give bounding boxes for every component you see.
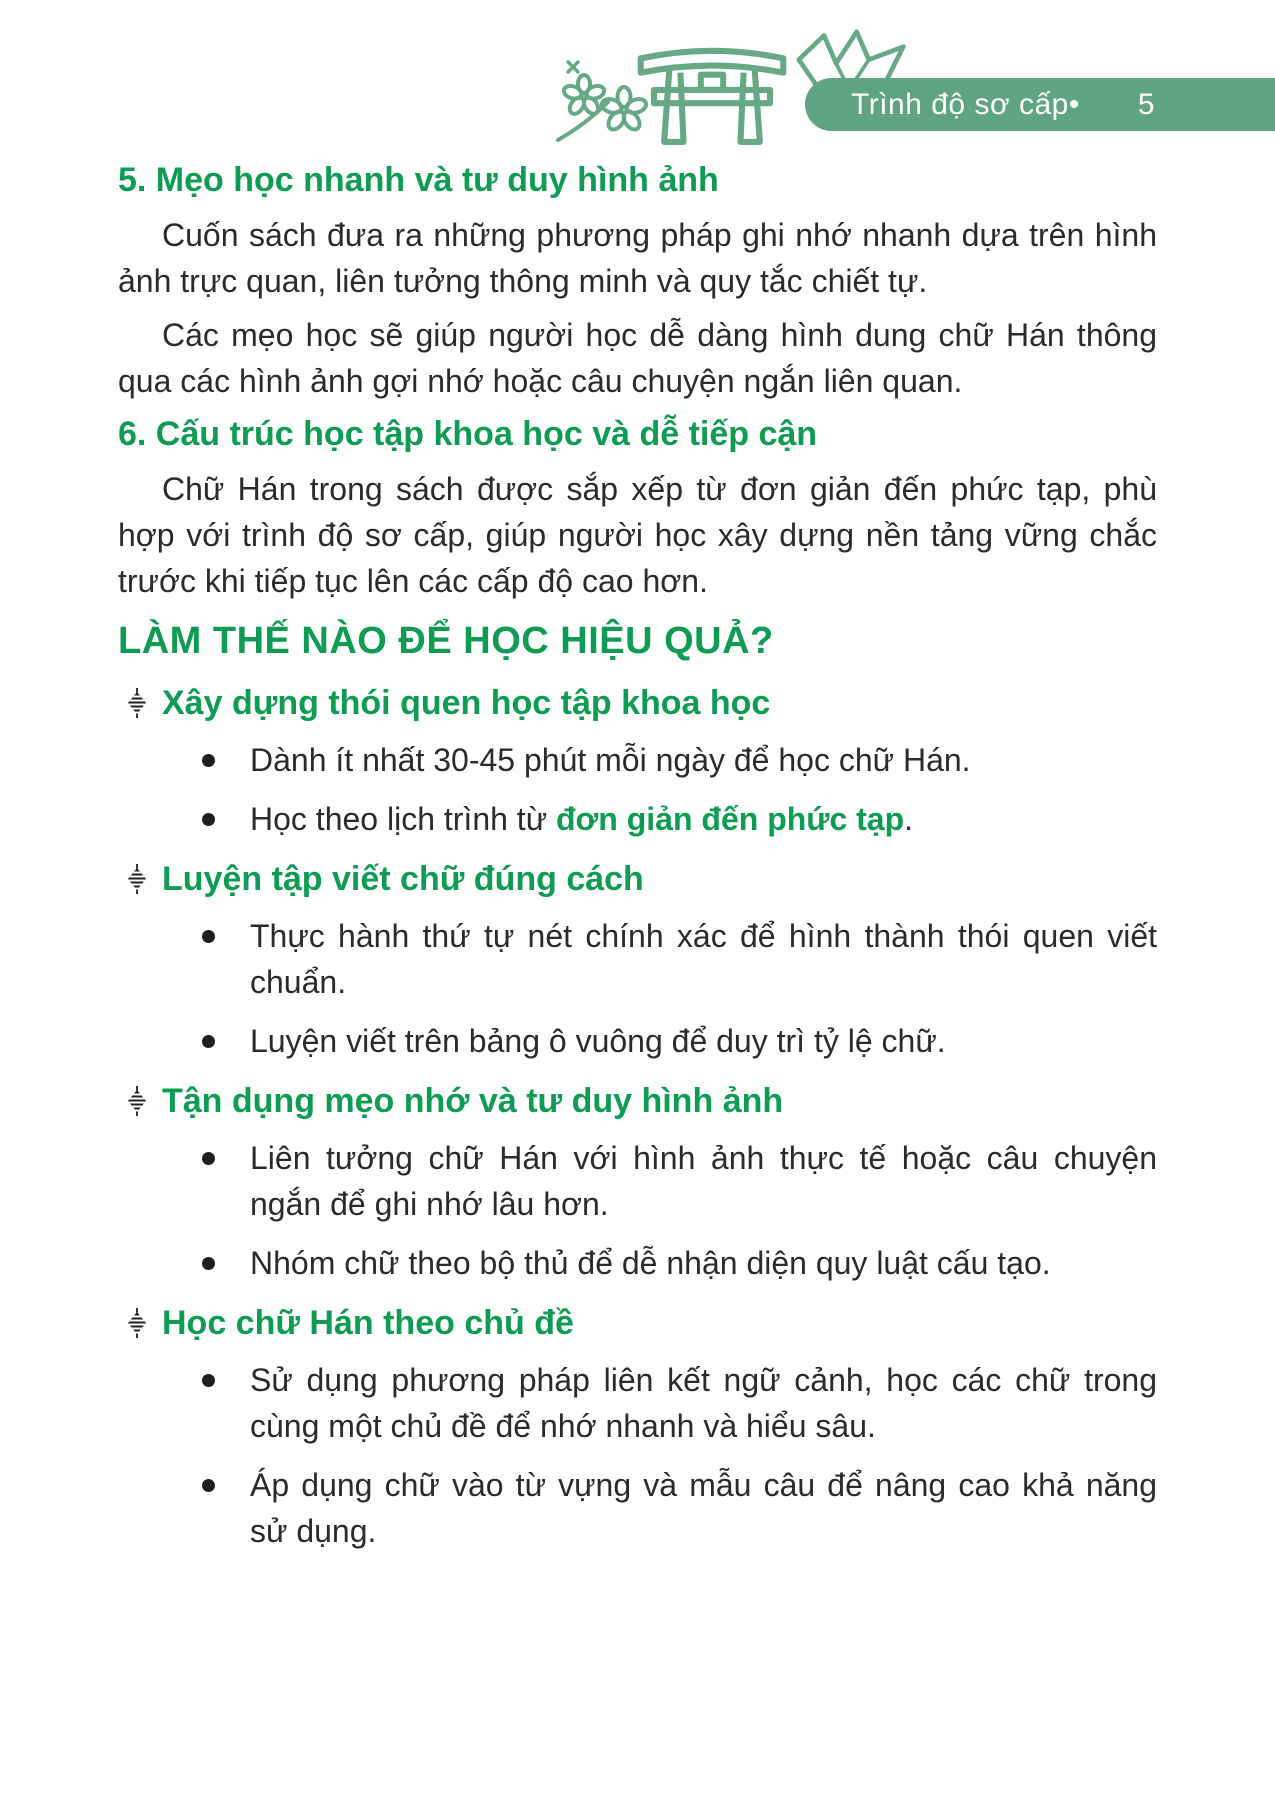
list-item-text: Luyện viết trên bảng ô vuông để duy trì tỷ lệ chữ. <box>250 1023 946 1059</box>
list-item <box>118 737 1157 783</box>
list-item-text: Sử dụng phương pháp liên kết ngữ cảnh, học các chữ trong cùng một chủ đề để nhớ nhanh và hiểu sâu. <box>250 1362 1157 1444</box>
section-6-paragraph-1: Chữ Hán trong sách được sắp xếp từ đơn giản đến phức tạp, phù hợp với trình độ sơ cấp, giúp người học xây dựng nền tảng vững chắc trước khi tiếp tục lên các cấp độ cao hơn. <box>118 471 1157 599</box>
bullet-dot-icon <box>202 930 215 943</box>
list-item <box>118 1240 1157 1286</box>
list-item-text <box>250 801 913 837</box>
section-6-title: 6. Cấu trúc học tập khoa học và dễ tiếp cận <box>118 415 818 453</box>
list-item-text-prefix: Học theo lịch trình từ <box>250 801 556 837</box>
bullet-dot-icon <box>202 1152 215 1165</box>
study-tip-group-heading-label: Luyện tập viết chữ đúng cách <box>162 860 644 898</box>
bullet-dot-icon <box>202 1035 215 1048</box>
list-item-text: Thực hành thứ tự nét chính xác để hình thành thói quen viết chuẩn. <box>250 918 1157 1000</box>
study-tip-group-heading <box>118 858 1157 900</box>
list-item-text-suffix: . <box>904 801 914 837</box>
section-5-paragraph-1: Cuốn sách đưa ra những phương pháp ghi nhớ nhanh dựa trên hình ảnh trực quan, liên tưởng thông minh và quy tắc chiết tự. <box>118 217 1157 299</box>
list-item <box>118 913 1157 1005</box>
list-item <box>118 1018 1157 1064</box>
bullet-dot-icon <box>202 813 215 826</box>
list-item <box>118 1462 1157 1554</box>
list-item-text: Nhóm chữ theo bộ thủ để dễ nhận diện quy luật cấu tạo. <box>250 1245 1051 1281</box>
study-tip-group-heading <box>118 1080 1157 1122</box>
list-item <box>118 796 1157 842</box>
study-tip-group-heading-label: Xây dựng thói quen học tập khoa học <box>162 684 771 722</box>
study-tip-group-heading-label: Học chữ Hán theo chủ đề <box>162 1304 574 1342</box>
level-badge <box>805 78 1275 131</box>
diamond-bullet-icon <box>126 864 148 894</box>
bullet-dot-icon <box>202 1257 215 1270</box>
list-item-text: Liên tưởng chữ Hán với hình ảnh thực tế hoặc câu chuyện ngắn để ghi nhớ lâu hơn. <box>250 1140 1157 1222</box>
bullet-dot-icon <box>202 1374 215 1387</box>
list-item-text: Áp dụng chữ vào từ vựng và mẫu câu để nâng cao khả năng sử dụng. <box>250 1467 1157 1549</box>
bullet-dot-icon <box>202 754 215 767</box>
section-5-paragraph-2: Các mẹo học sẽ giúp người học dễ dàng hình dung chữ Hán thông qua các hình ảnh gợi nhớ hoặc câu chuyện ngắn liên quan. <box>118 317 1157 399</box>
list-item <box>118 1135 1157 1227</box>
bullet-dot-icon <box>202 1479 215 1492</box>
page-number: 5 <box>1137 87 1155 121</box>
diamond-bullet-icon <box>126 688 148 718</box>
list-item-text: Dành ít nhất 30-45 phút mỗi ngày để học chữ Hán. <box>250 742 971 778</box>
torii-gate-icon <box>632 36 792 148</box>
list-item-text-highlight: đơn giản đến phức tạp <box>556 801 905 837</box>
level-badge-label: Trình độ sơ cấp• <box>851 87 1080 121</box>
page-header <box>0 0 1275 160</box>
study-tip-group-heading <box>118 1302 1157 1344</box>
section-5-title: 5. Mẹo học nhanh và tư duy hình ảnh <box>118 161 719 199</box>
study-tip-group-heading <box>118 682 1157 724</box>
diamond-bullet-icon <box>126 1086 148 1116</box>
list-item <box>118 1357 1157 1449</box>
study-tip-group-heading-label: Tận dụng mẹo nhớ và tư duy hình ảnh <box>162 1082 784 1120</box>
page-content <box>118 150 1157 1554</box>
how-to-study-title: LÀM THẾ NÀO ĐỂ HỌC HIỆU QUẢ? <box>118 620 774 662</box>
diamond-bullet-icon <box>126 1308 148 1338</box>
